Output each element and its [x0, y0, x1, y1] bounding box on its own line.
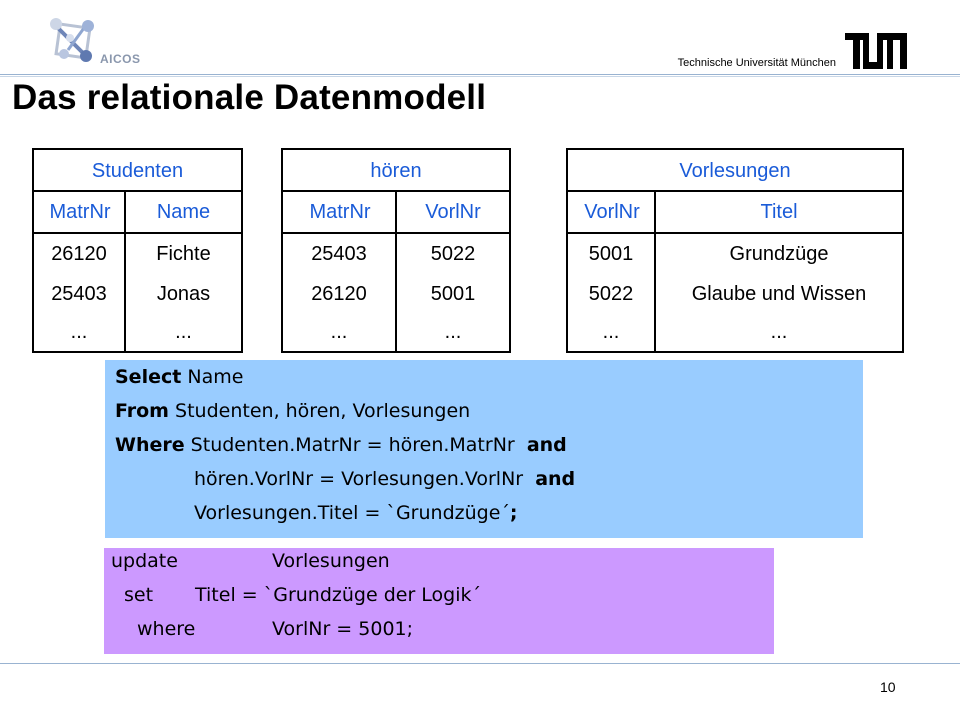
tum-logo [845, 33, 907, 69]
sql-keyword: and [526, 434, 567, 456]
sql-text: Titel = `Grundzüge der Logik´ [195, 584, 482, 606]
sql-keyword: From [115, 400, 169, 422]
table-vorlesungen [566, 148, 904, 353]
sql-select-query [105, 360, 863, 538]
query-line-where [115, 428, 567, 462]
sql-keyword: set [124, 584, 154, 606]
column-header: VorlNr [568, 192, 656, 234]
table-cell: ... [770, 321, 788, 343]
sql-update-statement [104, 548, 774, 654]
table-cell: ... [70, 321, 88, 343]
sql-keyword: update [111, 550, 178, 572]
table-cell: 5001 [430, 283, 476, 305]
table-cell: Fichte [156, 243, 211, 265]
sql-keyword: and [535, 468, 576, 490]
sql-keyword: Select [115, 366, 182, 388]
query-line-from [115, 394, 470, 428]
university-name: Technische Universität München [677, 57, 836, 69]
sql-text: hören.VorlNr = Vorlesungen.VorlNr [194, 468, 536, 490]
sql-terminator: ; [509, 502, 518, 524]
table-cell: 26120 [311, 283, 367, 305]
table-cell: ... [330, 321, 348, 343]
sql-text: Name [181, 366, 244, 388]
sql-text: Vorlesungen.Titel = `Grundzüge´ [194, 502, 510, 524]
sql-keyword: where [137, 618, 196, 640]
table-cell: ... [444, 321, 462, 343]
query-line-filter [194, 496, 518, 530]
table-cell: ... [602, 321, 620, 343]
table-cell: Grundzüge [729, 243, 829, 265]
sql-text: Studenten.MatrNr = hören.MatrNr [184, 434, 527, 456]
table-cell: 25403 [311, 243, 367, 265]
column-header: Titel [656, 192, 902, 234]
table-cell: Jonas [156, 283, 211, 305]
table-title: Studenten [34, 150, 241, 192]
footer-divider [0, 663, 960, 664]
column-header: MatrNr [34, 192, 126, 234]
sql-text: Vorlesungen [272, 550, 390, 572]
sql-text: Studenten, hören, Vorlesungen [169, 400, 471, 422]
table-cell: 26120 [51, 243, 107, 265]
column-header: Name [126, 192, 241, 234]
slide-title: Das relationale Datenmodell [12, 78, 487, 117]
header-divider-secondary [0, 76, 960, 77]
header-divider [0, 74, 960, 75]
page-number: 10 [880, 679, 896, 695]
table-title: Vorlesungen [568, 150, 902, 192]
table-cell: 25403 [51, 283, 107, 305]
aicos-logo-text: AICOS [100, 52, 141, 66]
column-header: MatrNr [283, 192, 397, 234]
query-line-select [115, 360, 243, 394]
sql-keyword: Where [115, 434, 185, 456]
query-line-join [194, 462, 575, 496]
table-studenten [32, 148, 243, 353]
table-cell: Glaube und Wissen [691, 283, 867, 305]
table-title: hören [283, 150, 509, 192]
table-cell: 5022 [588, 283, 634, 305]
sql-text: VorlNr = 5001; [272, 618, 414, 640]
table-cell: ... [175, 321, 192, 343]
column-header: VorlNr [397, 192, 509, 234]
table-cell: 5022 [430, 243, 476, 265]
table-cell: 5001 [588, 243, 634, 265]
table-hoeren [281, 148, 511, 353]
